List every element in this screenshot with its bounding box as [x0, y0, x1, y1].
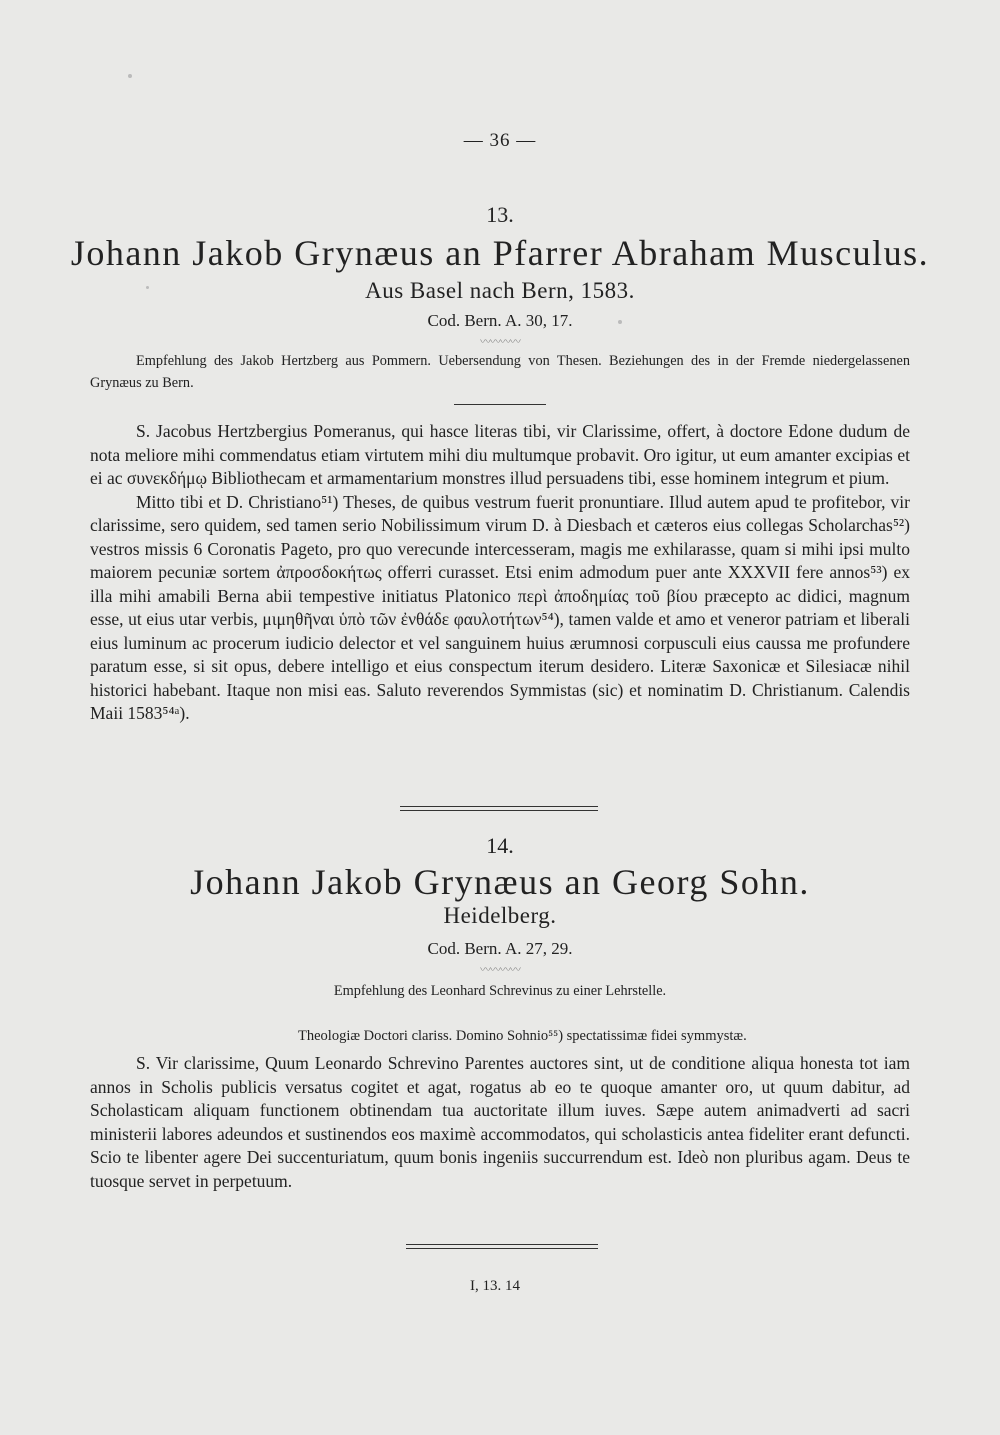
letter-summary: Empfehlung des Jakob Hertzberg aus Pommern. Uebersendung von Thesen. Beziehungen des in der Fremde niedergelassenen Grynæus zu Bern.	[90, 353, 910, 391]
paragraph: Mitto tibi et D. Christiano⁵¹) Theses, de quibus vestrum fuerit pronuntiare. Illud autem apud te profitebor, vir clarissime, sero quidem, sed tamen serio Nobilissimum virum D. à Diesbach et cæteros eius collegas Scholarchas⁵²) vestros missis 6 Coronatis Pageto, pro quo verecunde intercesseram, magis me exhilarasse, quam si mihi ipsi multo maiorem pecuniæ sortem ἀπροσδοκήτως offerri curasset. Etsi enim admodum puer ante XXXVII fere annos⁵³) ex illa mihi amabili Berna abii tempestive initiatus Platonico περὶ ἀποδημίας τοῦ βίου præcepto ac didici, magnum esse, ut eius utar verbis, μιμηθῆναι ὑπὸ τῶν ἐνθάδε φαυλοτήτων⁵⁴), tamen valde et amo et veneror patriam et liberali eius luminum ac procerum iudicio delector et vel sanguinem huius ærumnosi corpusculi eius caussa me profundere paratum esse, si sit opus, debere intelligo et eius conspectum iterum desidero. Literæ Saxonicæ et Silesiacæ nihil historici habebant. Itaque non misi eas. Saluto reverendos Symmistas (sic) et nominatim D. Christianum. Calendis Maii 1583⁵⁴ᵃ).	[90, 491, 910, 723]
letter-subtitle: Heidelberg.	[443, 903, 557, 928]
wavy-divider: 〰〰〰〰	[480, 336, 520, 348]
double-rule-bottom	[406, 1248, 598, 1249]
letter-address: Theologiæ Doctori clariss. Domino Sohnio⁵⁵) spectatissimæ fidei symmystæ.	[298, 1028, 747, 1044]
letter-number: 14.	[486, 833, 514, 858]
printer-signature: I, 13. 14	[470, 1278, 520, 1294]
paper-speck	[618, 320, 622, 324]
letter-number: 13.	[486, 202, 514, 227]
letter-body	[90, 1052, 910, 1193]
letter-summary: Empfehlung des Leonhard Schrevinus zu einer Lehrstelle.	[333, 983, 667, 999]
page-number: — 36 —	[463, 130, 537, 151]
paragraph: S. Jacobus Hertzbergius Pomeranus, qui hasce literas tibi, vir Clarissime, offert, à doctore Edone dudum de nota meliore mihi commendatus etiam virtutem mihi diu multumque probavit. Oro igitur, ut eum amanter excipias et ei ac συνεκδήμῳ Bibliothecam et armamentarium monstres illud persuadens tibi, esse hominem integrum et pium.	[90, 421, 910, 488]
letter-title: Johann Jakob Grynæus an Pfarrer Abraham Musculus.	[70, 233, 930, 273]
double-rule-top	[400, 806, 598, 807]
double-rule-bottom	[400, 810, 598, 811]
wavy-divider: 〰〰〰〰	[480, 964, 520, 976]
codex-reference: Cod. Bern. A. 27, 29.	[427, 939, 573, 958]
codex-reference: Cod. Bern. A. 30, 17.	[427, 311, 573, 330]
short-rule	[454, 404, 546, 405]
letter-subtitle: Aus Basel nach Bern, 1583.	[365, 278, 635, 303]
paragraph: S. Vir clarissime, Quum Leonardo Schrevino Parentes auctores sint, ut de conditione aliqua honesta tot iam annos in Scholis publicis versatus cogitet et agat, rogatus ab eo te quoque amanter oro, ut quum dabitur, ad Scholasticam aliquam functionem obtinendam tua auctoritate illum iuves. Sæpe autem animadverti ad sacri ministerii labores adeundos et sustinendos eos maximè accommodatos, qui scholasticis antea fideliter erant defuncti. Scio te libenter agere Dei succenturiatum, quum bonis ingeniis succurrendum est. Ideò non pluribus agam. Deus te tuosque servet in perpetuum.	[90, 1053, 910, 1191]
paper-speck	[128, 74, 132, 78]
paper-speck	[146, 286, 149, 289]
double-rule-top	[406, 1244, 598, 1245]
letter-title: Johann Jakob Grynæus an Georg Sohn.	[190, 862, 810, 902]
letter-body	[90, 420, 910, 726]
